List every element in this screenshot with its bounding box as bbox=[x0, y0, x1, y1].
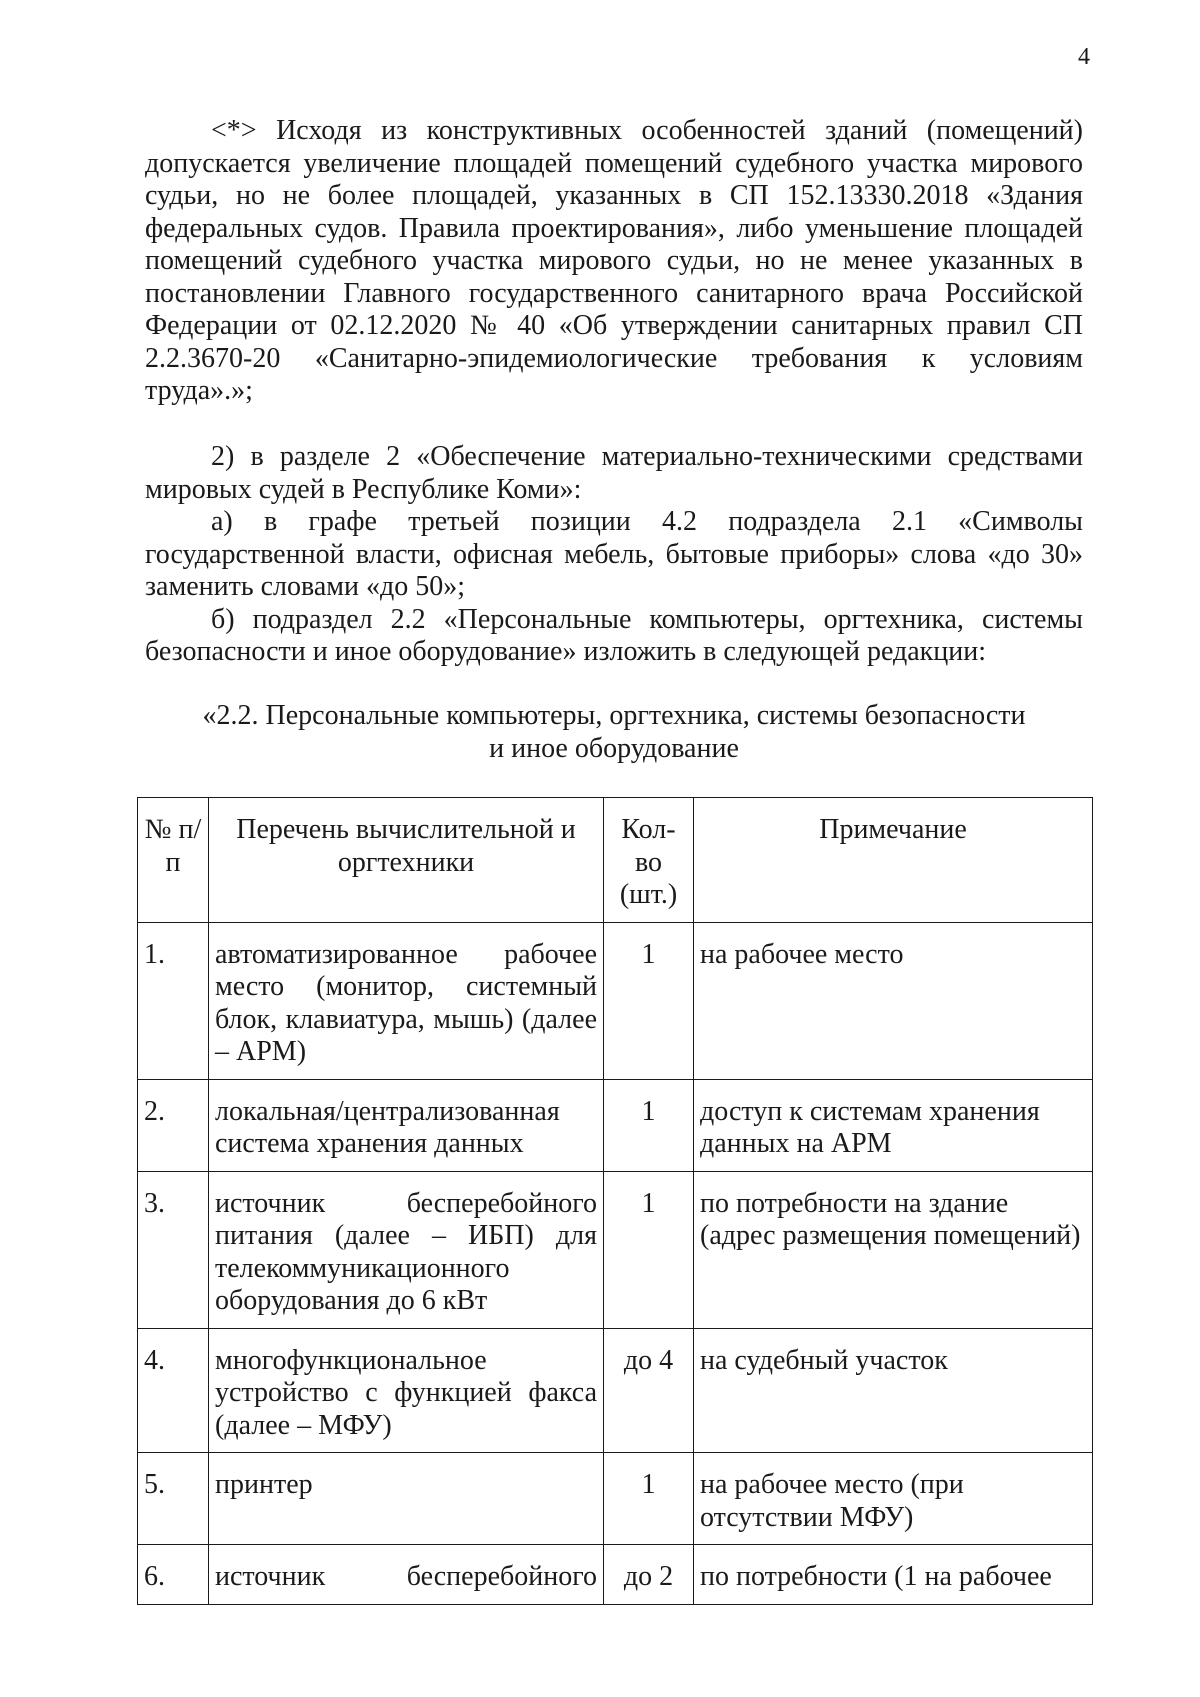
cell-name: источник бесперебойного питания (далее – ИБП) для телекоммуникационного оборудования до 6 кВт bbox=[209, 1171, 604, 1328]
cell-qty: 1 bbox=[604, 1079, 694, 1171]
cell-note: на рабочее место (при отсутствии МФУ) bbox=[694, 1453, 1093, 1545]
cell-num: 6. bbox=[138, 1545, 209, 1605]
cell-num: 1. bbox=[138, 922, 209, 1079]
header-note: Примечание bbox=[694, 798, 1093, 923]
table-row bbox=[138, 1545, 1093, 1605]
footnote-block bbox=[145, 115, 1083, 408]
cell-note: по потребности (1 на рабочее bbox=[694, 1545, 1093, 1605]
table-row bbox=[138, 1079, 1093, 1171]
table-heading-line-1: «2.2. Персональные компьютеры, оргтехника, системы безопасности bbox=[202, 700, 1026, 731]
item-b-paragraph: б) подраздел 2.2 «Персональные компьютеры, оргтехника, системы безопасности и иное оборудование» изложить в следующей редакции: bbox=[145, 603, 1083, 667]
cell-num: 4. bbox=[138, 1328, 209, 1453]
cell-num: 2. bbox=[138, 1079, 209, 1171]
equipment-table bbox=[137, 797, 1093, 1605]
cell-qty: 1 bbox=[604, 922, 694, 1079]
table-header-row bbox=[138, 798, 1093, 923]
cell-qty: до 2 bbox=[604, 1545, 694, 1605]
table-heading-line-2: и иное оборудование bbox=[489, 732, 739, 764]
cell-name: многофункциональное устройство с функцией факса (далее – МФУ) bbox=[209, 1328, 604, 1453]
cell-note: доступ к системам хранения данных на АРМ bbox=[694, 1079, 1093, 1171]
cell-num: 3. bbox=[138, 1171, 209, 1328]
footnote-paragraph: <*> Исходя из конструктивных особенностей зданий (помещений) допускается увеличение площадей помещений судебного участка мирового судьи, но не более площадей, указанных в СП 152.13330.2018 «Здания федеральных судов. Правила проектирования», либо уменьшение площадей помещений судебного участка мирового судьи, но не менее указанных в постановлении Главного государственного санитарного врача Российской Федерации от 02.12.2020 № 40 «Об утверждении санитарных правил СП 2.2.3670-20 «Санитарно-эпидемиологические требования к условиям труда».»; bbox=[145, 115, 1083, 406]
table-heading bbox=[145, 700, 1083, 765]
cell-note: на рабочее место bbox=[694, 922, 1093, 1079]
amendments-block bbox=[145, 441, 1083, 669]
header-num: № п/п bbox=[138, 798, 209, 923]
header-qty: Кол-во (шт.) bbox=[604, 798, 694, 923]
cell-note: на судебный участок bbox=[694, 1328, 1093, 1453]
header-name: Перечень вычислительной и оргтехники bbox=[209, 798, 604, 923]
cell-num: 5. bbox=[138, 1453, 209, 1545]
section-2-paragraph: 2) в разделе 2 «Обеспечение материально-техническими средствами мировых судей в Республике Коми»: bbox=[145, 441, 1083, 505]
cell-name: локальная/централизованная система хранения данных bbox=[209, 1079, 604, 1171]
page-number: 4 bbox=[1078, 44, 1090, 70]
cell-note: по потребности на здание (адрес размещения помещений) bbox=[694, 1171, 1093, 1328]
table-row bbox=[138, 1171, 1093, 1328]
cell-qty: до 4 bbox=[604, 1328, 694, 1453]
table-row bbox=[138, 1453, 1093, 1545]
table-row bbox=[138, 1328, 1093, 1453]
cell-name: принтер bbox=[209, 1453, 604, 1545]
cell-name: автоматизированное рабочее место (монитор, системный блок, клавиатура, мышь) (далее – АРМ) bbox=[209, 922, 604, 1079]
cell-name: источник бесперебойного bbox=[209, 1545, 604, 1605]
item-a-paragraph: а) в графе третьей позиции 4.2 подраздела 2.1 «Символы государственной власти, офисная мебель, бытовые приборы» слова «до 30» заменить словами «до 50»; bbox=[145, 506, 1083, 602]
cell-qty: 1 bbox=[604, 1171, 694, 1328]
table-row bbox=[138, 922, 1093, 1079]
cell-qty: 1 bbox=[604, 1453, 694, 1545]
